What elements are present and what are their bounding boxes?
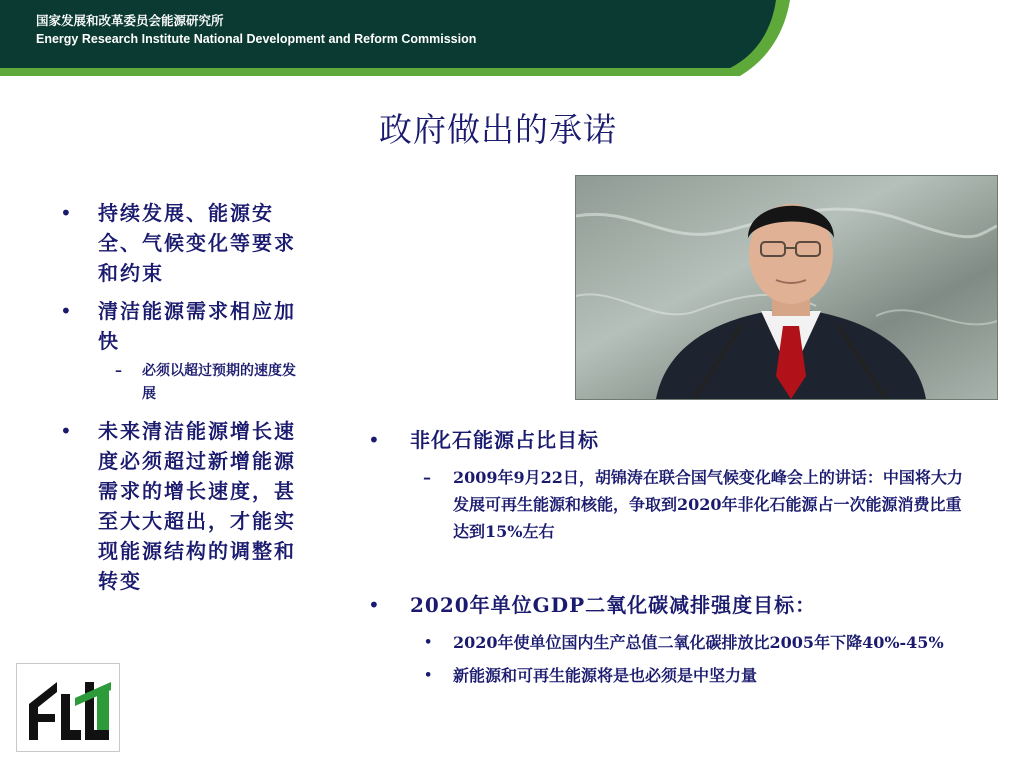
left-bullet-list: [60, 198, 310, 596]
right-bullet-list: [368, 424, 1008, 689]
bullet-text: 新能源和可再生能源将是也必须是中坚力量: [453, 666, 758, 685]
bullet-text: 持续发展、能源安全、气候变化等要求和约束: [98, 201, 296, 285]
eri-logo-icon: [16, 663, 120, 752]
bullet-text: 2009年9月22日，胡锦涛在联合国气候变化峰会上的讲话：中国将大力发展可再生能源和核能，争取到2020年非化石能源占一次能源消费比重达到15%左右: [453, 468, 963, 541]
header-band: [0, 0, 1024, 80]
bullet-text: 非化石能源占比目标: [410, 428, 599, 452]
list-item: [368, 424, 1008, 456]
logo-mark: [17, 664, 119, 751]
sub-list-item: [368, 464, 973, 545]
list-item: [368, 589, 1008, 621]
bullet-text: 清洁能源需求相应加快: [98, 299, 296, 353]
list-item: [60, 296, 308, 356]
org-name-en: Energy Research Institute National Development and Reform Commission: [36, 32, 477, 46]
bullet-text: 2020年单位GDP二氧化碳减排强度目标：: [410, 593, 817, 617]
org-name-cn: 国家发展和改革委员会能源研究所: [36, 14, 224, 28]
bullet-text: 2020年使单位国内生产总值二氧化碳排放比2005年下降40%-45%: [453, 633, 944, 652]
speaker-photo: [575, 175, 998, 400]
sub-list-item: [60, 360, 302, 406]
list-item: [60, 416, 308, 596]
bullet-text: 必须以超过预期的速度发展: [142, 363, 296, 402]
bullet-text: 未来清洁能源增长速度必须超过新增能源需求的增长速度，甚至大大超出，才能实现能源结构的调整和转变: [98, 419, 296, 593]
sub-list-item: [368, 629, 973, 656]
sub-list-item: [368, 662, 973, 689]
slide-title: 政府做出的承诺: [379, 110, 617, 149]
list-item: [60, 198, 308, 288]
header-text: [36, 13, 476, 49]
photo-illustration: [576, 176, 997, 399]
